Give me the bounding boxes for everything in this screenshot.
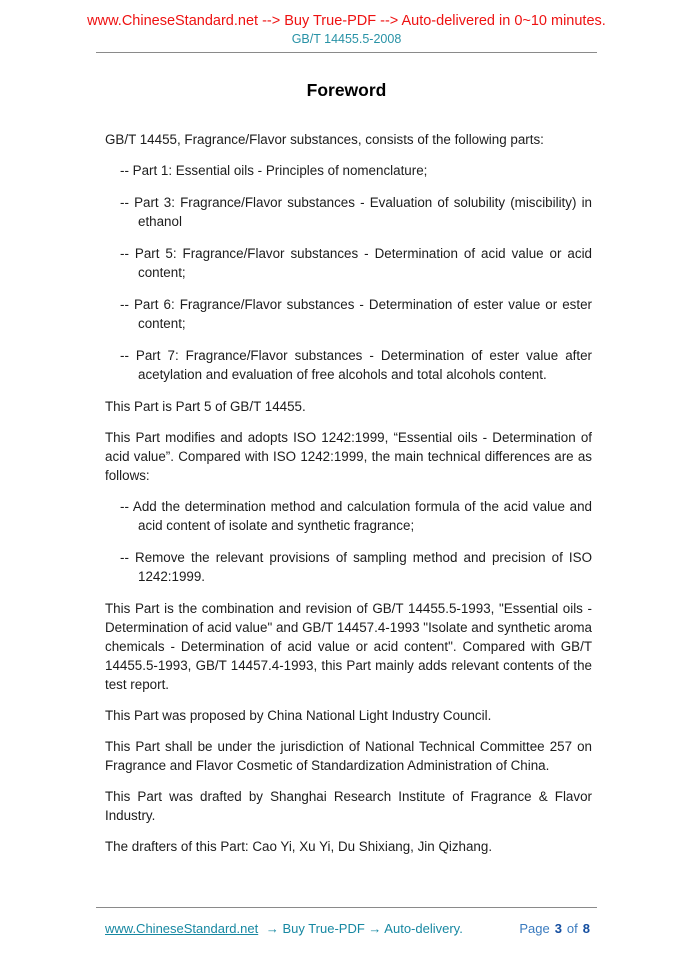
footer-tagline (105, 921, 463, 936)
paragraph: This Part was proposed by China National Light Industry Council. (105, 708, 492, 723)
list-item: -- Part 3: Fragrance/Flavor substances - Evaluation of solubility (miscibility) in ethanol (120, 195, 592, 229)
footer-divider (96, 907, 597, 908)
paragraph: This Part modifies and adopts ISO 1242:1999, “Essential oils - Determination of acid value”. Compared with ISO 1242:1999, the main technical differences are as follows: (105, 430, 592, 483)
page-title: Foreword (306, 80, 387, 100)
paragraph: This Part is the combination and revision of GB/T 14455.5-1993, "Essential oils - Determination of acid value" and GB/T 14457.4-1993 "Isolate and synthetic aroma chemicals - Determination of acid value or acid content". Compared with GB/T 14455.5-1993, GB/T 14457.4-1993, this Part mainly adds relevant contents of the test report. (105, 601, 592, 692)
paragraph: This Part is Part 5 of GB/T 14455. (105, 399, 306, 414)
paragraph: This Part shall be under the jurisdiction of National Technical Committee 257 on Fragrance and Flavor Cosmetic of Standardization Administration of China. (105, 739, 592, 773)
page-indicator (519, 921, 590, 936)
of-word: of (566, 921, 578, 936)
list-item: -- Add the determination method and calculation formula of the acid value and acid content of isolate and synthetic fragrance; (120, 499, 592, 533)
footer-tagline-text: → Buy True-PDF → Auto-delivery. (265, 921, 463, 936)
list-item: -- Part 6: Fragrance/Flavor substances - Determination of ester value or ester content; (120, 297, 592, 331)
footer (105, 921, 590, 936)
paragraph: The drafters of this Part: Cao Yi, Xu Yi, Du Shixiang, Jin Qizhang. (105, 839, 493, 854)
page-total: 8 (582, 921, 590, 936)
paragraph: GB/T 14455, Fragrance/Flavor substances, consists of the following parts: (105, 132, 544, 147)
document-body (105, 130, 592, 856)
list-item: -- Part 7: Fragrance/Flavor substances - Determination of ester value after acetylation and evaluation of free alcohols and total alcohols content. (120, 348, 592, 382)
footer-site-link[interactable]: www.ChineseStandard.net (105, 921, 259, 936)
header-divider (96, 52, 597, 53)
list-item: -- Part 1: Essential oils - Principles of nomenclature; (120, 163, 428, 178)
paragraph: This Part was drafted by Shanghai Research Institute of Fragrance & Flavor Industry. (105, 789, 592, 823)
promo-banner: www.ChineseStandard.net --> Buy True-PDF --> Auto-delivered in 0~10 minutes. (87, 13, 606, 29)
list-item: -- Part 5: Fragrance/Flavor substances - Determination of acid value or acid content; (120, 246, 592, 280)
standard-code: GB/T 14455.5-2008 (291, 32, 402, 46)
page-current: 3 (554, 921, 562, 936)
list-item: -- Remove the relevant provisions of sampling method and precision of ISO 1242:1999. (120, 550, 592, 584)
page-word: Page (519, 921, 550, 936)
